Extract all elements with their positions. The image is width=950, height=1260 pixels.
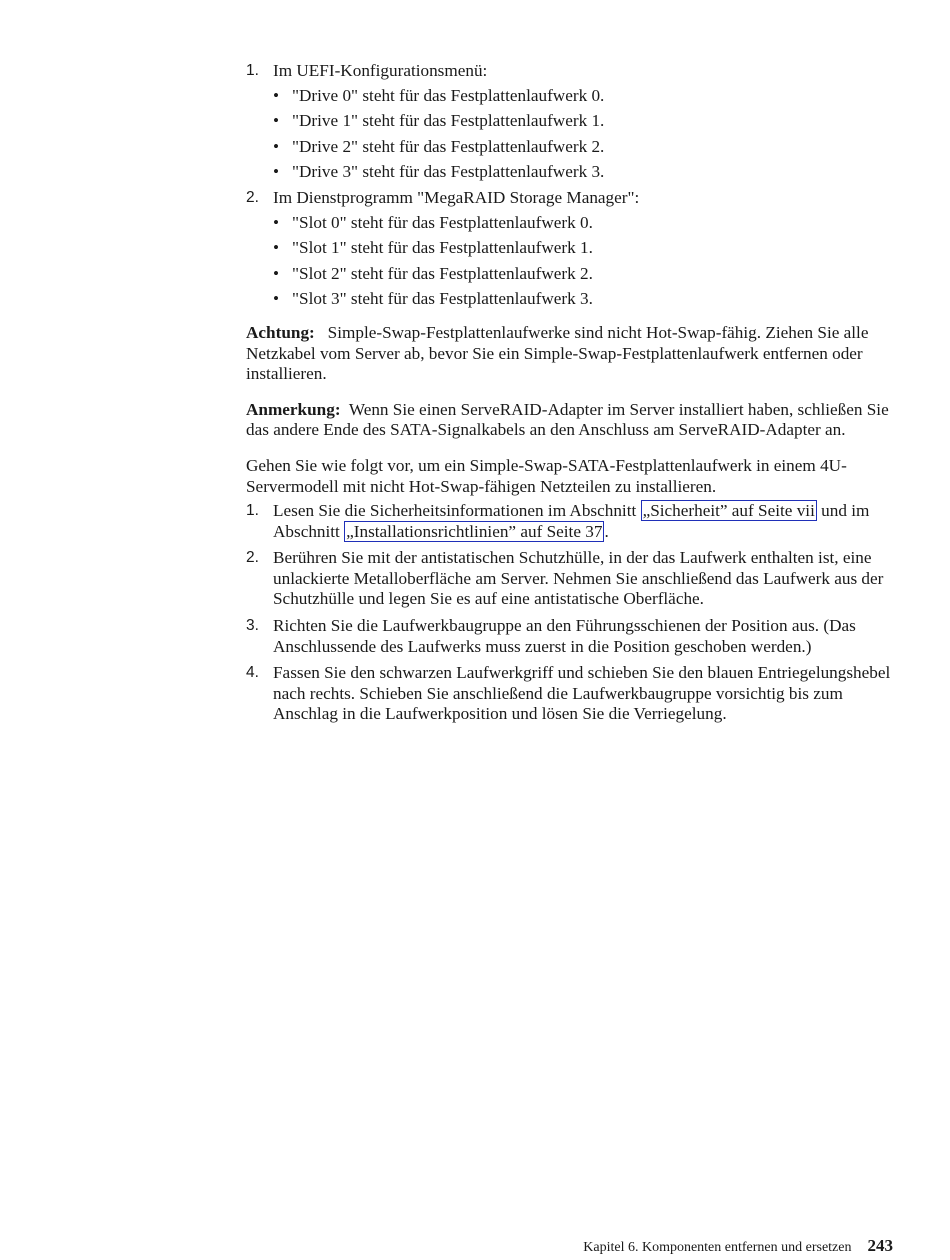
bullet-icon: • (273, 289, 280, 309)
list-item-text: Im Dienstprogramm "MegaRAID Storage Manager": (273, 187, 640, 207)
note-text: Wenn Sie einen ServeRAID-Adapter im Server installiert haben, schließen Sie das andere Ende des SATA-Signalkabels an den Anschluss am ServeRAID-Adapter an. (246, 399, 889, 440)
page-content (246, 61, 894, 731)
attention-text: Simple-Swap-Festplattenlaufwerke sind nicht Hot-Swap-fähig. Ziehen Sie alle Netzkabel vom Server ab, bevor Sie ein Simple-Swap-Festplattenlaufwerk entfernen oder installieren. (246, 322, 869, 384)
step-2 (246, 548, 894, 610)
list-item (246, 188, 894, 310)
bullet-icon: • (273, 238, 280, 258)
bullet-icon: • (273, 162, 280, 182)
installation-steps (246, 501, 894, 725)
installation-guidelines-link[interactable]: „Installationsrichtlinien” auf Seite 37 (346, 521, 603, 541)
safety-link[interactable]: „Sicherheit” auf Seite vii (642, 501, 815, 521)
list-item: • "Slot 0" steht für das Festplattenlaufwerk 0. (273, 212, 593, 232)
step-1: 1. Lesen Sie die Sicherheitsinformationen im Abschnitt „Sicherheit” auf Seite vii und im Abschnitt „Installationsrichtlinien” auf Seite 37 . (246, 501, 870, 541)
list-item-text: Im UEFI-Konfigurationsmenü: (273, 61, 488, 80)
note-label: Anmerkung: (246, 399, 341, 419)
list-number: 1. (246, 62, 259, 79)
bullet-icon: • (273, 111, 280, 131)
bullet-icon: • (273, 212, 280, 232)
list-item: • "Drive 2" steht für das Festplattenlaufwerk 2. (273, 136, 605, 156)
list-item (246, 61, 894, 183)
megaraid-slot-list (273, 213, 894, 310)
chapter-title: Kapitel 6. Komponenten entfernen und ersetzen (583, 1240, 852, 1255)
list-item: • "Slot 3" steht für das Festplattenlaufwerk 3. (273, 289, 593, 309)
list-item: • "Drive 1" steht für das Festplattenlaufwerk 1. (273, 111, 605, 131)
step-text: Berühren Sie mit der antistatischen Schutzhülle, in der das Laufwerk enthalten ist, eine unlackierte Metalloberfläche am Server. Nehmen Sie anschließend das Laufwerk aus der Schutzhülle und legen Sie es auf eine antistatische Oberfläche. (273, 548, 884, 609)
page-footer (583, 1236, 893, 1259)
bullet-icon: • (273, 263, 280, 283)
list-item: • "Drive 0" steht für das Festplattenlaufwerk 0. (273, 85, 605, 105)
step-text: Fassen Sie den schwarzen Laufwerkgriff und schieben Sie den blauen Entriegelungshebel nach rechts. Schieben Sie anschließend die Laufwerkbaugruppe vorsichtig bis zum Anschlag in die Laufwerkposition und lösen Sie die Verriegelung. (273, 663, 891, 724)
bullet-icon: • (273, 136, 280, 156)
step-3 (246, 616, 894, 657)
list-item: • "Slot 2" steht für das Festplattenlaufwerk 2. (273, 263, 593, 283)
attention-notice (246, 323, 894, 385)
note-notice (246, 400, 894, 441)
list-item: • "Drive 3" steht für das Festplattenlaufwerk 3. (273, 162, 605, 182)
step-number: 1. (246, 502, 259, 520)
list-item: • "Slot 1" steht für das Festplattenlaufwerk 1. (273, 238, 593, 258)
attention-label: Achtung: (246, 322, 315, 342)
bullet-icon: • (273, 85, 280, 105)
drive-mapping-list (246, 61, 894, 310)
step-number: 2. (246, 549, 259, 567)
list-number: 2. (246, 188, 259, 206)
step-number: 4. (246, 664, 259, 682)
page-number: 243 (867, 1236, 893, 1255)
step-4 (246, 663, 894, 725)
step-number: 3. (246, 617, 259, 635)
uefi-drive-list (273, 86, 894, 183)
intro-paragraph: Gehen Sie wie folgt vor, um ein Simple-Swap-SATA-Festplattenlaufwerk in einem 4U-Servermodell mit nicht Hot-Swap-fähigen Netzteilen zu installieren. (246, 455, 847, 496)
step-text: Richten Sie die Laufwerkbaugruppe an den Führungsschienen der Position aus. (Das Anschlussende des Laufwerks muss zuerst in die Position geschoben werden.) (273, 616, 856, 656)
